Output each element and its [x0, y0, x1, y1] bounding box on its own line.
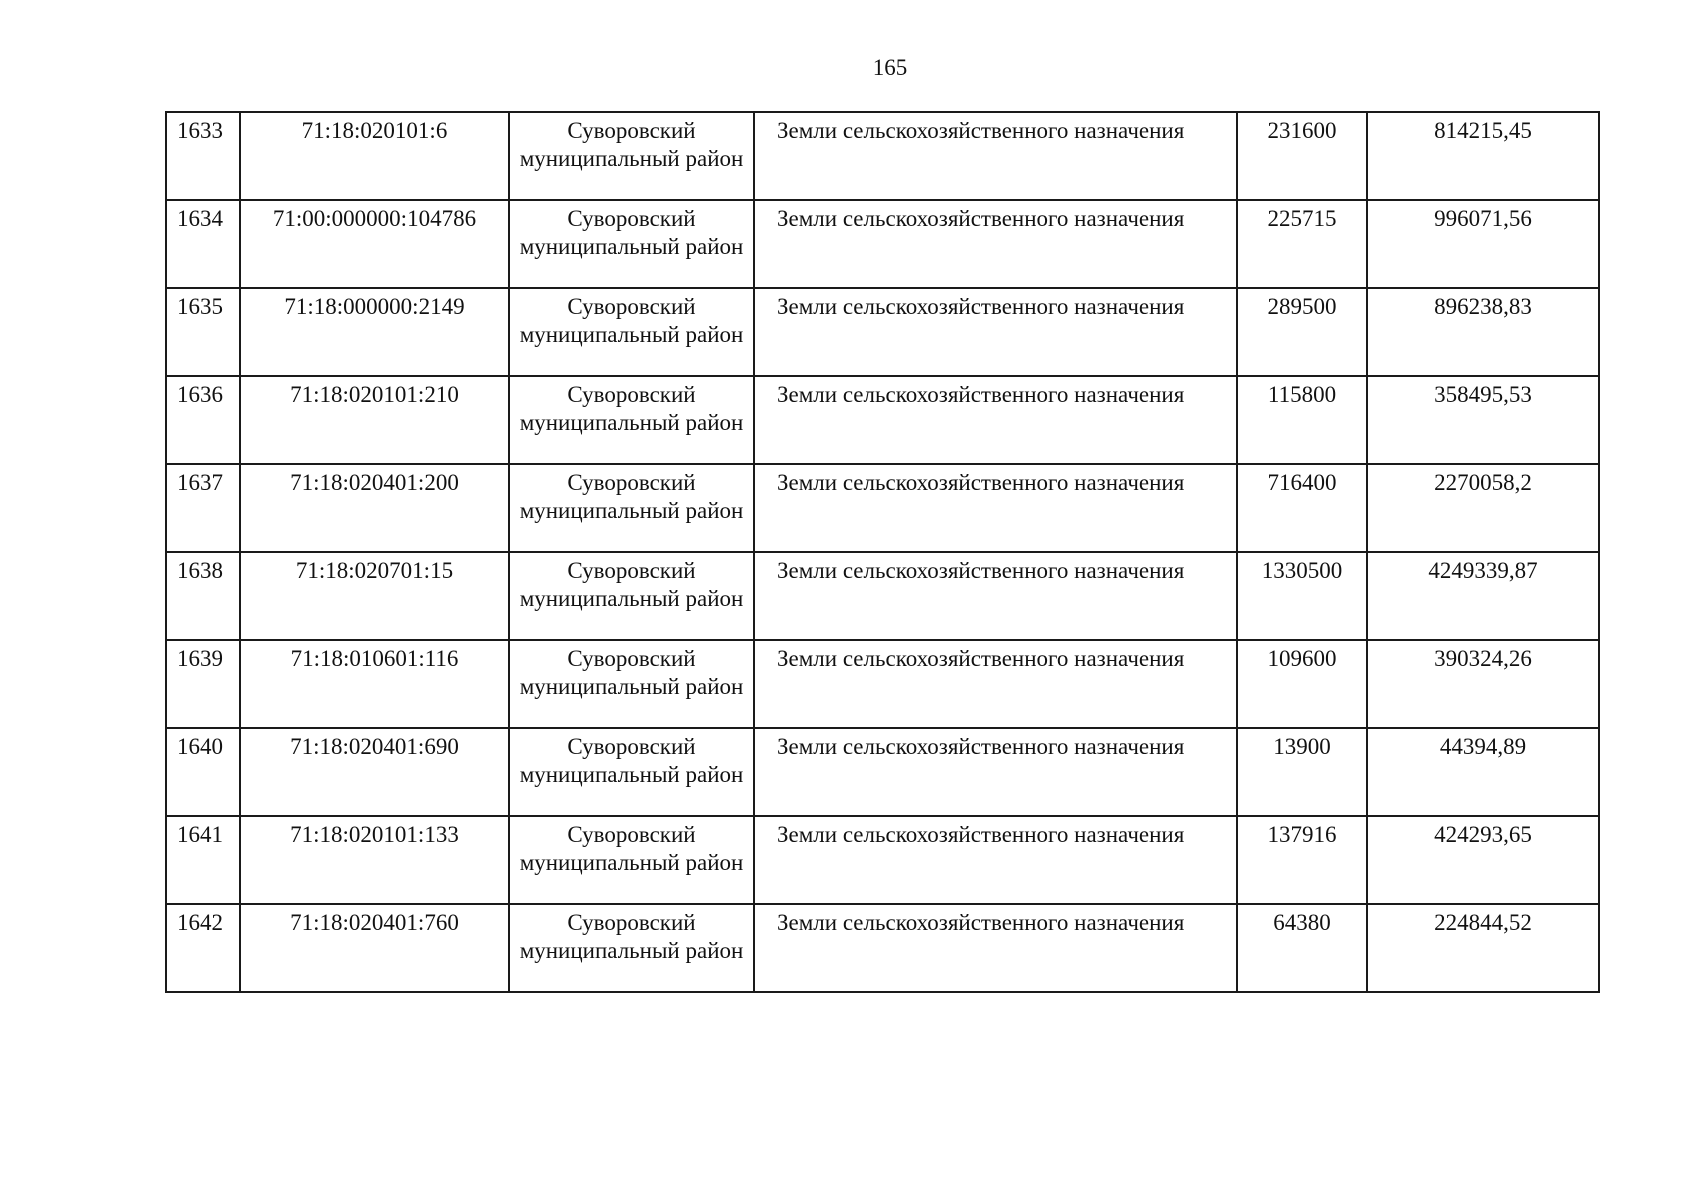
- cadastral-value-cell: 896238,83: [1367, 288, 1599, 376]
- row-number-cell: 1638: [166, 552, 240, 640]
- cadastral-value-cell: 4249339,87: [1367, 552, 1599, 640]
- cadastral-value-cell: 424293,65: [1367, 816, 1599, 904]
- area-cell: 289500: [1237, 288, 1367, 376]
- cadastral-number-cell: 71:18:020401:690: [240, 728, 509, 816]
- municipality-cell: Суворовский муниципальный район: [509, 112, 754, 200]
- municipality-cell: Суворовский муниципальный район: [509, 640, 754, 728]
- row-number-cell: 1641: [166, 816, 240, 904]
- cadastral-number-cell: 71:18:020701:15: [240, 552, 509, 640]
- cadastral-number-cell: 71:18:020401:760: [240, 904, 509, 992]
- cadastral-value-cell: 358495,53: [1367, 376, 1599, 464]
- area-cell: 64380: [1237, 904, 1367, 992]
- municipality-cell: Суворовский муниципальный район: [509, 904, 754, 992]
- table-row: [166, 464, 1599, 552]
- table-row: [166, 816, 1599, 904]
- cadastral-value-cell: 44394,89: [1367, 728, 1599, 816]
- cadastral-number-cell: 71:18:020101:133: [240, 816, 509, 904]
- cadastral-number-cell: 71:00:000000:104786: [240, 200, 509, 288]
- table-row: [166, 200, 1599, 288]
- table-row: [166, 288, 1599, 376]
- land-category-cell: Земли сельскохозяйственного назначения: [754, 728, 1237, 816]
- land-category-cell: Земли сельскохозяйственного назначения: [754, 816, 1237, 904]
- land-category-cell: Земли сельскохозяйственного назначения: [754, 904, 1237, 992]
- land-category-cell: Земли сельскохозяйственного назначения: [754, 200, 1237, 288]
- page-number: 165: [872, 55, 908, 80]
- land-category-cell: Земли сельскохозяйственного назначения: [754, 376, 1237, 464]
- table-row: [166, 728, 1599, 816]
- cadastral-number-cell: 71:18:000000:2149: [240, 288, 509, 376]
- municipality-cell: Суворовский муниципальный район: [509, 376, 754, 464]
- municipality-cell: Суворовский муниципальный район: [509, 200, 754, 288]
- cadastral-value-cell: 2270058,2: [1367, 464, 1599, 552]
- cadastral-number-cell: 71:18:010601:116: [240, 640, 509, 728]
- area-cell: 1330500: [1237, 552, 1367, 640]
- row-number-cell: 1639: [166, 640, 240, 728]
- municipality-cell: Суворовский муниципальный район: [509, 552, 754, 640]
- cadastral-number-cell: 71:18:020101:210: [240, 376, 509, 464]
- row-number-cell: 1636: [166, 376, 240, 464]
- land-registry-table: [165, 111, 1600, 993]
- land-category-cell: Земли сельскохозяйственного назначения: [754, 288, 1237, 376]
- cadastral-number-cell: 71:18:020401:200: [240, 464, 509, 552]
- table-row: [166, 376, 1599, 464]
- area-cell: 225715: [1237, 200, 1367, 288]
- row-number-cell: 1633: [166, 112, 240, 200]
- table-row: [166, 904, 1599, 992]
- table-row: [166, 640, 1599, 728]
- area-cell: 13900: [1237, 728, 1367, 816]
- row-number-cell: 1635: [166, 288, 240, 376]
- row-number-cell: 1637: [166, 464, 240, 552]
- land-category-cell: Земли сельскохозяйственного назначения: [754, 640, 1237, 728]
- land-category-cell: Земли сельскохозяйственного назначения: [754, 464, 1237, 552]
- cadastral-value-cell: 224844,52: [1367, 904, 1599, 992]
- row-number-cell: 1642: [166, 904, 240, 992]
- area-cell: 115800: [1237, 376, 1367, 464]
- area-cell: 109600: [1237, 640, 1367, 728]
- municipality-cell: Суворовский муниципальный район: [509, 816, 754, 904]
- cadastral-value-cell: 996071,56: [1367, 200, 1599, 288]
- municipality-cell: Суворовский муниципальный район: [509, 288, 754, 376]
- table-row: [166, 112, 1599, 200]
- land-category-cell: Земли сельскохозяйственного назначения: [754, 112, 1237, 200]
- cadastral-number-cell: 71:18:020101:6: [240, 112, 509, 200]
- area-cell: 137916: [1237, 816, 1367, 904]
- area-cell: 231600: [1237, 112, 1367, 200]
- municipality-cell: Суворовский муниципальный район: [509, 464, 754, 552]
- cadastral-value-cell: 814215,45: [1367, 112, 1599, 200]
- row-number-cell: 1640: [166, 728, 240, 816]
- municipality-cell: Суворовский муниципальный район: [509, 728, 754, 816]
- land-category-cell: Земли сельскохозяйственного назначения: [754, 552, 1237, 640]
- cadastral-value-cell: 390324,26: [1367, 640, 1599, 728]
- area-cell: 716400: [1237, 464, 1367, 552]
- row-number-cell: 1634: [166, 200, 240, 288]
- table-row: [166, 552, 1599, 640]
